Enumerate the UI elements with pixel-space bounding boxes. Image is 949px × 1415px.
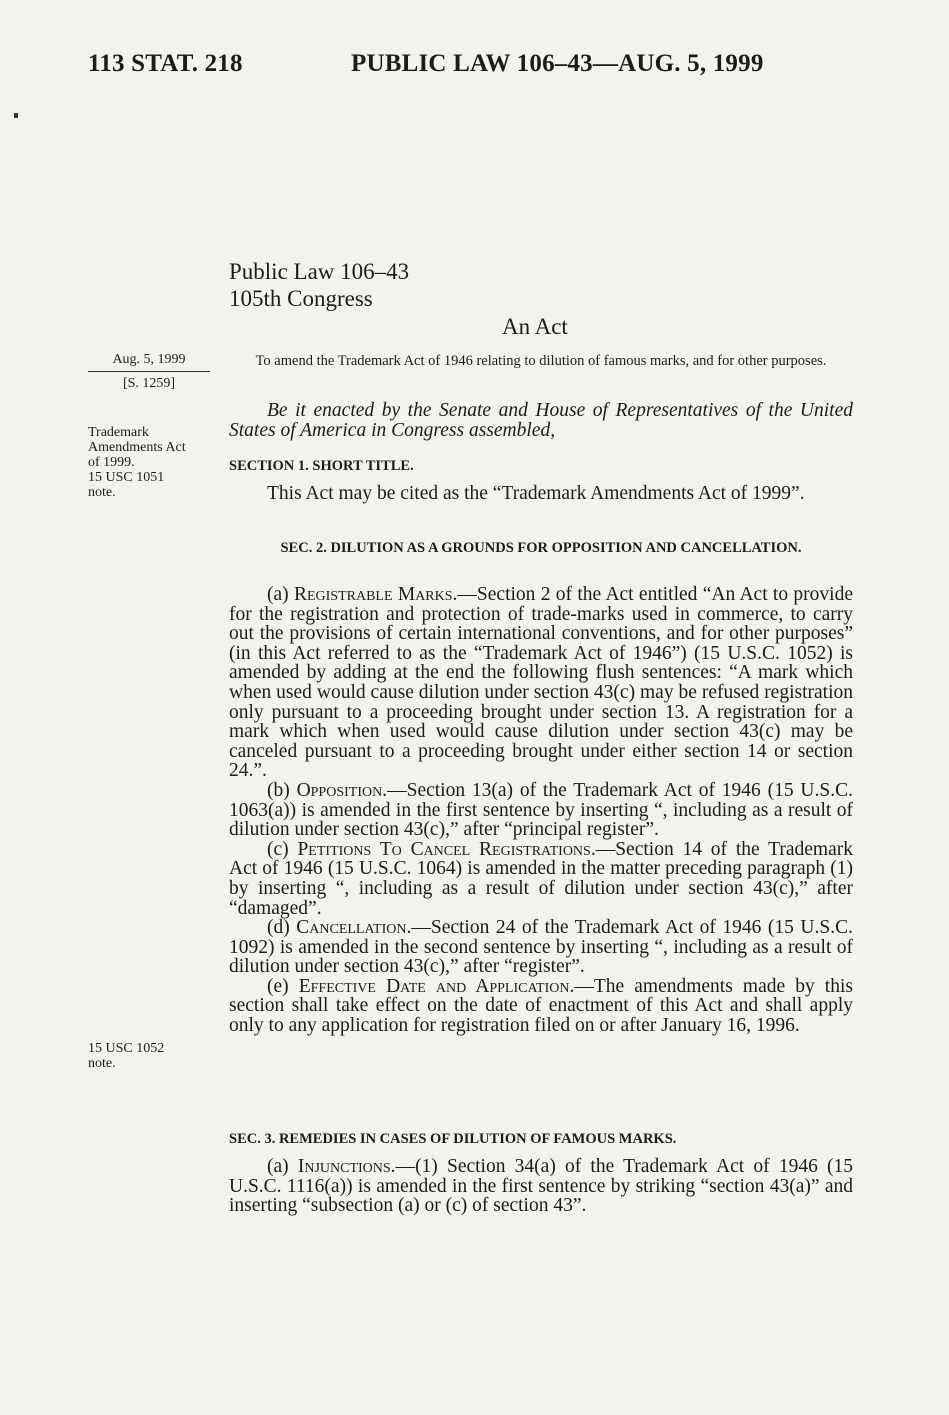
effective-date-margin-note: 15 USC 1052 note. xyxy=(88,1041,165,1071)
margin-dot xyxy=(14,113,18,118)
short-title-margin-note: Trademark Amendments Act of 1999. 15 USC 1051 note. xyxy=(88,425,186,500)
section-3-text xyxy=(229,1157,853,1216)
enacting-clause: Be it enacted by the Senate and House of Representatives of the United States of America in Congress assembled, xyxy=(229,400,853,441)
section-1-text: This Act may be cited as the “Trademark Amendments Act of 1999”. xyxy=(267,483,805,504)
public-law-number: Public Law 106–43 xyxy=(229,259,410,284)
stat-reference: 113 STAT. 218 xyxy=(88,50,243,77)
enactment-date-note xyxy=(88,352,210,392)
subsection-d: (d) Cancellation.—Section 24 of the Trademark Act of 1946 (15 U.S.C. 1092) is amended in the second sentence by inserting “, including as a result of dilution under section 43(c),” after “register”. xyxy=(229,917,853,978)
congress-number: 105th Congress xyxy=(229,286,373,311)
act-purpose: To amend the Trademark Act of 1946 relating to dilution of famous marks, and for other purposes. xyxy=(255,353,827,369)
an-act-heading: An Act xyxy=(502,314,568,339)
section-3-subsection-a: (a) Injunctions.—(1) Section 34(a) of the Trademark Act of 1946 (15 U.S.C. 1116(a)) is amended in the first sentence by striking “section 43(a)” and inserting “subsection (a) or (c) of section 43”. xyxy=(229,1156,853,1217)
bill-number: [S. 1259] xyxy=(122,376,176,391)
running-head-title: PUBLIC LAW 106–43—AUG. 5, 1999 xyxy=(351,50,764,77)
section-3-heading: SEC. 3. REMEDIES IN CASES OF DILUTION OF FAMOUS MARKS. xyxy=(229,1131,677,1147)
enactment-date: Aug. 5, 1999 xyxy=(88,352,210,372)
section-2-text xyxy=(229,585,853,1036)
section-1-heading: SECTION 1. SHORT TITLE. xyxy=(229,458,414,474)
law-title-block xyxy=(229,258,409,312)
subsection-c: (c) Petitions To Cancel Registrations.—Section 14 of the Trademark Act of 1946 (15 U.S.C. 1064) is amended in the matter preceding paragraph (1) by inserting “, including as a result of dilution under section 43(c),” after “damaged”. xyxy=(229,838,853,919)
section-2-heading: SEC. 2. DILUTION AS A GROUNDS FOR OPPOSITION AND CANCELLATION. xyxy=(280,540,802,556)
subsection-a: (a) Registrable Marks.—Section 2 of the Act entitled “An Act to provide for the registration and protection of trade-marks used in commerce, to carry out the provisions of certain international conventions, and for other purposes” (in this Act referred to as the “Trademark Act of 1946”) (15 U.S.C. 1052) is amended by adding at the end the following flush sentences: “A mark which when used would cause dilution under section 43(c) may be refused registration only pursuant to a proceeding brought under section 13. A registration for a mark which when used would cause dilution under section 43(c) may be canceled pursuant to a proceeding brought under either section 14 or section 24.”. xyxy=(229,584,853,782)
subsection-b: (b) Opposition.—Section 13(a) of the Trademark Act of 1946 (15 U.S.C. 1063(a)) is amended in the first sentence by inserting “, including as a result of dilution under section 43(c),” after “principal register”. xyxy=(229,779,853,841)
subsection-e: (e) Effective Date and Application.—The amendments made by this section shall take effect on the date of enactment of this Act and shall apply only to any application for registration filed on or after January 16, 1996. xyxy=(229,975,853,1037)
